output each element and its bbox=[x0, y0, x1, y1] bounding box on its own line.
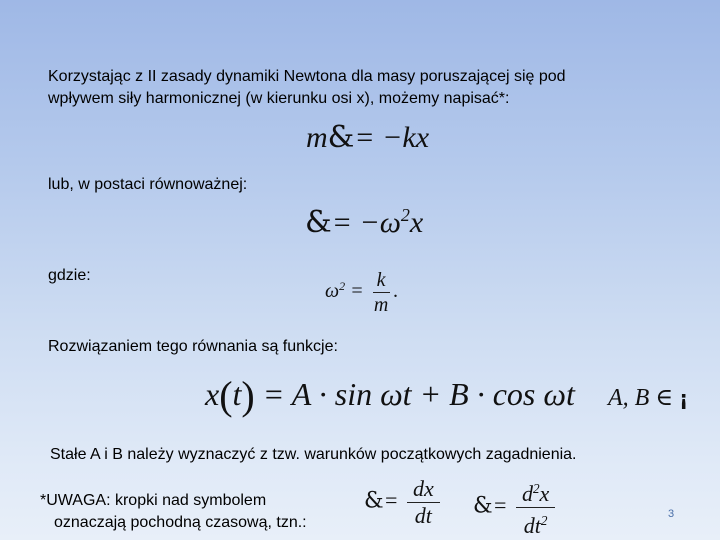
remark-line-2: oznaczają pochodną czasową, tzn.: bbox=[54, 514, 307, 531]
eq4-t: t bbox=[232, 376, 242, 412]
constants-note: Stałe A i B należy wyznaczyć z tzw. warunków początkowych zagadnienia. bbox=[50, 446, 577, 463]
label-solution: Rozwiązaniem tego równania są funkcje: bbox=[48, 338, 338, 355]
intro-line-1: Korzystając z II zasady dynamiki Newtona dla masy poruszającej się pod bbox=[48, 68, 566, 85]
eq7-glyph: & bbox=[473, 493, 493, 519]
intro-paragraph bbox=[48, 66, 688, 110]
eq2-x: x bbox=[409, 206, 424, 239]
eq7-denominator bbox=[516, 508, 555, 539]
eq1-m: m bbox=[306, 121, 328, 154]
label-alternative-form: lub, w postaci równoważnej: bbox=[48, 176, 248, 193]
eq4-rest: = A · sin ωt + B · cos ωt bbox=[254, 376, 575, 412]
eq4-x: x bbox=[205, 376, 220, 412]
eq3-fraction bbox=[373, 268, 390, 317]
eq3-exponent: 2 bbox=[339, 278, 346, 293]
eq2-exponent: 2 bbox=[400, 205, 410, 226]
eq7-equals: = bbox=[492, 492, 508, 518]
equation-first-derivative bbox=[364, 476, 443, 529]
equation-constants-domain bbox=[608, 383, 688, 412]
eq2-rhs: = −ω bbox=[331, 206, 401, 239]
eq5-text: A, B ∈ bbox=[608, 385, 674, 411]
eq7-num-d: d bbox=[521, 480, 533, 506]
eq3-period: . bbox=[393, 280, 399, 303]
eq7-den-exponent: 2 bbox=[540, 512, 548, 528]
eq5-set-symbol: ¡ bbox=[679, 386, 689, 410]
eq2-glyph: & bbox=[305, 205, 332, 240]
eq7-num-exponent: 2 bbox=[532, 481, 540, 496]
eq6-denominator: dt bbox=[414, 503, 432, 528]
eq1-glyph: & bbox=[327, 120, 355, 155]
equation-harmonic bbox=[305, 205, 423, 240]
eq3-denominator: m bbox=[373, 294, 389, 316]
eq4-paren-open: ( bbox=[219, 373, 233, 418]
eq3-numerator: k bbox=[373, 268, 390, 293]
eq1-rhs: = −kx bbox=[354, 121, 430, 154]
eq3-equals: = bbox=[350, 280, 364, 303]
eq6-fraction bbox=[407, 476, 440, 529]
eq7-fraction bbox=[516, 476, 555, 539]
equation-newton-force bbox=[306, 120, 429, 155]
page-number: 3 bbox=[668, 508, 675, 520]
eq7-num-x: x bbox=[539, 480, 550, 506]
eq6-equals: = bbox=[383, 487, 399, 513]
intro-line-2: wpływem siły harmonicznej (w kierunku osi x), możemy napisać*: bbox=[48, 90, 510, 107]
eq7-numerator bbox=[516, 476, 555, 508]
eq6-numerator: dx bbox=[407, 476, 440, 503]
eq7-den-dt: dt bbox=[523, 512, 541, 538]
eq6-glyph: & bbox=[364, 488, 384, 514]
eq3-omega: ω bbox=[325, 280, 340, 303]
eq4-paren-close: ) bbox=[241, 373, 255, 418]
remark-note bbox=[40, 490, 307, 534]
remark-line-1: *UWAGA: kropki nad symbolem bbox=[40, 492, 267, 509]
equation-general-solution bbox=[205, 372, 575, 419]
equation-second-derivative bbox=[473, 476, 558, 539]
equation-omega-definition bbox=[325, 268, 399, 317]
label-where: gdzie: bbox=[48, 267, 91, 284]
